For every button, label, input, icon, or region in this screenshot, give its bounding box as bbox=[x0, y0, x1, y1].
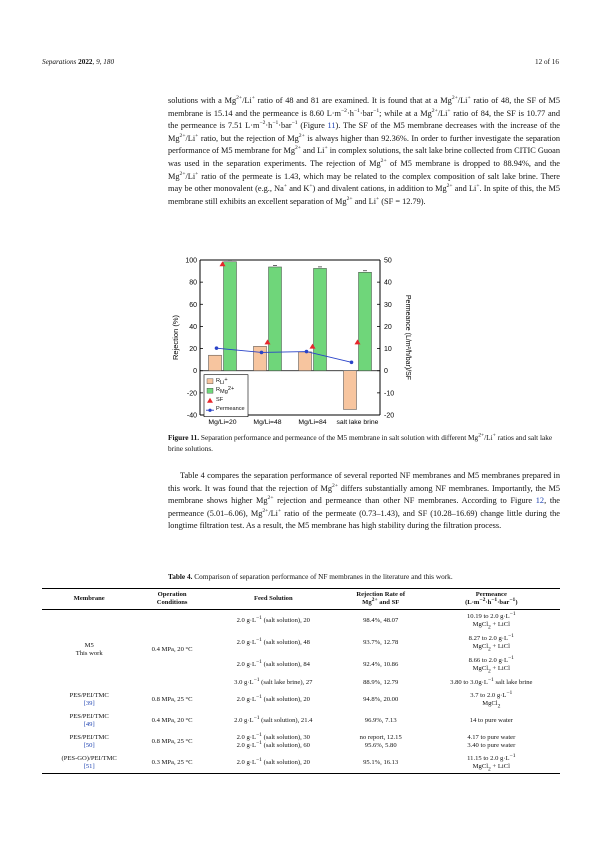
table-cell: PES/PEI/TMC [39] bbox=[69, 691, 109, 707]
table-cell: PES/PEI/TMC [50] bbox=[69, 733, 109, 749]
table-cell: 11.15 to 2.0 $g\cdot L^{-1}$ MgCl$_2$ + LiCl bbox=[423, 752, 560, 774]
comparison-table bbox=[42, 588, 560, 774]
table-cell: 0.4 MPa, 20 °C bbox=[151, 645, 193, 653]
x-tick-label: Mg/Li=48 bbox=[253, 419, 282, 426]
table-header-cell: Operation Conditions bbox=[136, 589, 207, 610]
table-row bbox=[42, 731, 560, 752]
table-cell: 2.0 $g\cdot L^{-1}$ (salt solution), 20 bbox=[208, 752, 339, 774]
table-cell: 10.19 to 2.0 $g\cdot L^{-1}$ MgCl$_2$ + LiCl bbox=[466, 610, 516, 631]
table-cell: 0.4 MPa, 20 °C bbox=[151, 716, 193, 724]
legend-label: $R_{Li^+}$ bbox=[216, 376, 228, 386]
permeance-marker bbox=[215, 346, 219, 350]
left-tick-label: 60 bbox=[189, 301, 197, 309]
table-cell: 8.66 to 2.0 $g\cdot L^{-1}$ MgCl$_2$ + LiCl bbox=[468, 654, 514, 675]
figure-caption: Figure 11. Separation performance and permeance of the M5 membrane in salt solution with different $Mg^{2+}/Li^+$ ratios and salt lake brine solutions. bbox=[168, 432, 553, 453]
table-header-row bbox=[42, 589, 560, 610]
page-number: 12 of 16 bbox=[535, 58, 559, 66]
left-tick-label: -20 bbox=[186, 390, 197, 398]
table-cell: 8.27 to 2.0 $g\cdot L^{-1}$ MgCl$_2$ + LiCl bbox=[468, 632, 514, 653]
bar-r-mg bbox=[224, 262, 237, 371]
legend-swatch bbox=[207, 388, 213, 393]
permeance-marker bbox=[305, 350, 309, 354]
table-row bbox=[42, 710, 560, 731]
permeance-marker bbox=[260, 351, 264, 355]
table-cell: 2.0 $g\cdot L^{-1}$ (salt solution), 20 bbox=[236, 614, 310, 624]
table-header-cell: Membrane bbox=[42, 589, 136, 610]
page-header bbox=[42, 58, 559, 70]
table-cell: 0.8 MPa, 25 °C bbox=[151, 695, 193, 703]
table-cell: 3.7 to 2.0 $g\cdot L^{-1}$ MgCl$_2$ bbox=[470, 689, 513, 709]
left-tick-label: -40 bbox=[186, 412, 197, 420]
table-cell: 2.0 $g\cdot L^{-1}$ (salt solution), 20 bbox=[236, 693, 310, 703]
legend-label: SF bbox=[216, 396, 224, 403]
table-cell: 0.3 MPa, 25 °C bbox=[136, 752, 207, 774]
table-cell: 2.0 $g\cdot L^{-1}$ (salt solution), 48 bbox=[236, 636, 310, 646]
paragraph-2: Table 4 compares the separation performance of several reported NF membranes and M5 membranes prepared in this work. It was found that the rejection of $Mg^{2+}$ differs substantially among NF membranes. Importantly, the M5 membrane shows higher $Mg^{2+}$ rejection and permeance than other NF membranes. According to Figure 12, the permeance (5.01–6.06), $Mg^{2+}/Li^+$ ratio of the permeate (0.73–1.43), and SF (10.28–16.69) change little during the longtime filtration test. As a result, the M5 membrane has high stability during the filtration process. bbox=[168, 471, 560, 531]
table-header-cell: Permeance $(L\cdot m^{-2}\cdot h^{-1}\cdot bar^{-1})$ bbox=[423, 589, 560, 610]
right-tick-label: 50 bbox=[384, 257, 392, 265]
table-cell: 3.0 $g\cdot L^{-1}$ (salt lake brine), 27 bbox=[234, 676, 313, 686]
right-tick-label: 40 bbox=[384, 279, 392, 287]
right-tick-label: 10 bbox=[384, 346, 392, 354]
table-cell: (PES-GO)/PEI/TMC [51] bbox=[42, 752, 136, 774]
table-cell: 2.0 $g\cdot L^{-1}$ (salt solution), 21.4 bbox=[234, 714, 313, 724]
table-header-cell: Feed Solution bbox=[208, 589, 339, 610]
right-tick-label: -10 bbox=[384, 390, 395, 398]
left-tick-label: 0 bbox=[193, 368, 197, 376]
table-cell: 94.8%, 20.00 bbox=[363, 695, 399, 703]
table-cell: 2.0 $g\cdot L^{-1}$ (salt solution), 30 2.0 $g\cdot L^{-1}$ (salt solution), 60 bbox=[236, 731, 310, 749]
table-cell: no report, 12.15 95.6%, 5.80 bbox=[359, 733, 402, 749]
table-cell: 2.0 $g\cdot L^{-1}$ (salt solution), 84 bbox=[236, 658, 310, 668]
legend-label: $R_{Mg^{2+}}$ bbox=[216, 386, 235, 396]
x-tick-label: salt lake brine bbox=[336, 419, 379, 426]
table-cell: 96.9%, 7.13 bbox=[364, 716, 397, 724]
table-caption: Table 4. Comparison of separation performance of NF membranes in the literature and this work. bbox=[168, 572, 453, 581]
table-cell: 14 to pure water bbox=[469, 716, 513, 724]
table-cell: 4.17 to pure water 3.40 to pure water bbox=[467, 733, 516, 749]
figure-11-chart bbox=[168, 252, 468, 432]
right-tick-label: 30 bbox=[384, 301, 392, 309]
legend-swatch bbox=[208, 409, 211, 412]
bar-r-li bbox=[299, 352, 312, 371]
bar-r-li bbox=[344, 371, 357, 410]
left-tick-label: 40 bbox=[189, 323, 197, 331]
table-row bbox=[42, 752, 560, 774]
table-row bbox=[42, 610, 560, 633]
bar-r-li bbox=[209, 355, 222, 371]
left-tick-label: 80 bbox=[189, 279, 197, 287]
journal-citation: Separations 2022, 9, 180 bbox=[42, 58, 115, 66]
table-row bbox=[42, 689, 560, 710]
permeance-marker bbox=[350, 361, 354, 365]
right-tick-label: -20 bbox=[384, 412, 395, 420]
table-cell: 98.4%, 48.07 bbox=[363, 617, 399, 624]
right-tick-label: 20 bbox=[384, 323, 392, 331]
bar-r-mg bbox=[359, 272, 372, 370]
x-tick-label: Mg/Li=84 bbox=[298, 419, 327, 426]
legend-swatch bbox=[207, 379, 213, 384]
table-cell: 88.9%, 12.79 bbox=[363, 678, 399, 686]
bar-r-mg bbox=[269, 267, 282, 371]
table-cell: M5 This work bbox=[75, 641, 103, 657]
left-axis-label: Rejection (%) bbox=[171, 314, 180, 361]
x-tick-label: Mg/Li=20 bbox=[208, 419, 237, 426]
bar-r-li bbox=[254, 346, 267, 370]
table-cell: 92.4%, 10.86 bbox=[363, 661, 399, 668]
paragraph-1: solutions with a $Mg^{2+}/Li^+$ ratio of 48 and 81 are examined. It is found that at a $Mg^{2+}/Li^+$ ratio of 48, the SF of M5 membrane is 15.14 and the permeance is 8.60 $L\cdot m^{-2}\cdot h^{-1}\cdot bar^{-1}$; while at a $Mg^{2+}/Li^+$ ratio of 84, the SF is 10.77 and the permeance is 7.51 $L\cdot m^{-2}\cdot h^{-1}\cdot bar^{-1}$ (Figure 11). The SF of the M5 membrane decreases with the increase of the $Mg^{2+}/Li^+$ ratio, but the rejection of $Mg^{2+}$ is always higher than 92.36%. In order to further investigate the separation performance of M5 membrane for $Mg^{2+}$ and Li+ in complex solutions, the salt lake brine collected from CITIC Guoan was used in the separation experiments. The rejection of $Mg^{2+}$ of M5 membrane is dropped to 88.94%, and the $Mg^{2+}/Li^+$ ratio of the permeate is 1.43, which may be related to the complex composition of salt lake brine. There may be other monovalent (e.g., Na+ and K+) and divalent cations, in addition to $Mg^{2+}$ and Li+. In spite of this, the M5 membrane still exhibits an excellent separation of $Mg^{2+}$ and Li+ (SF = 12.79). bbox=[168, 95, 561, 206]
bar-r-mg bbox=[314, 268, 327, 370]
table-header-cell: Rejection Rate of $Mg^{2+}$ and SF bbox=[339, 589, 423, 610]
left-tick-label: 100 bbox=[185, 257, 197, 265]
left-tick-label: 20 bbox=[189, 346, 197, 354]
right-tick-label: 0 bbox=[384, 368, 388, 376]
table-cell: 93.7%, 12.78 bbox=[363, 639, 399, 646]
table-cell: 95.1%, 16.13 bbox=[339, 752, 423, 774]
table-cell: 0.8 MPa, 25 °C bbox=[151, 737, 193, 745]
legend-label: Permeance bbox=[216, 406, 245, 413]
table-cell: PES/PEI/TMC [49] bbox=[69, 712, 109, 728]
right-axis-label: Permeance (L/m²/h/bar)/SF bbox=[404, 294, 411, 381]
table-body bbox=[42, 610, 560, 774]
table-cell: 3.80 to $3.0g\cdot L^{-1}$ salt lake brine bbox=[450, 676, 533, 686]
